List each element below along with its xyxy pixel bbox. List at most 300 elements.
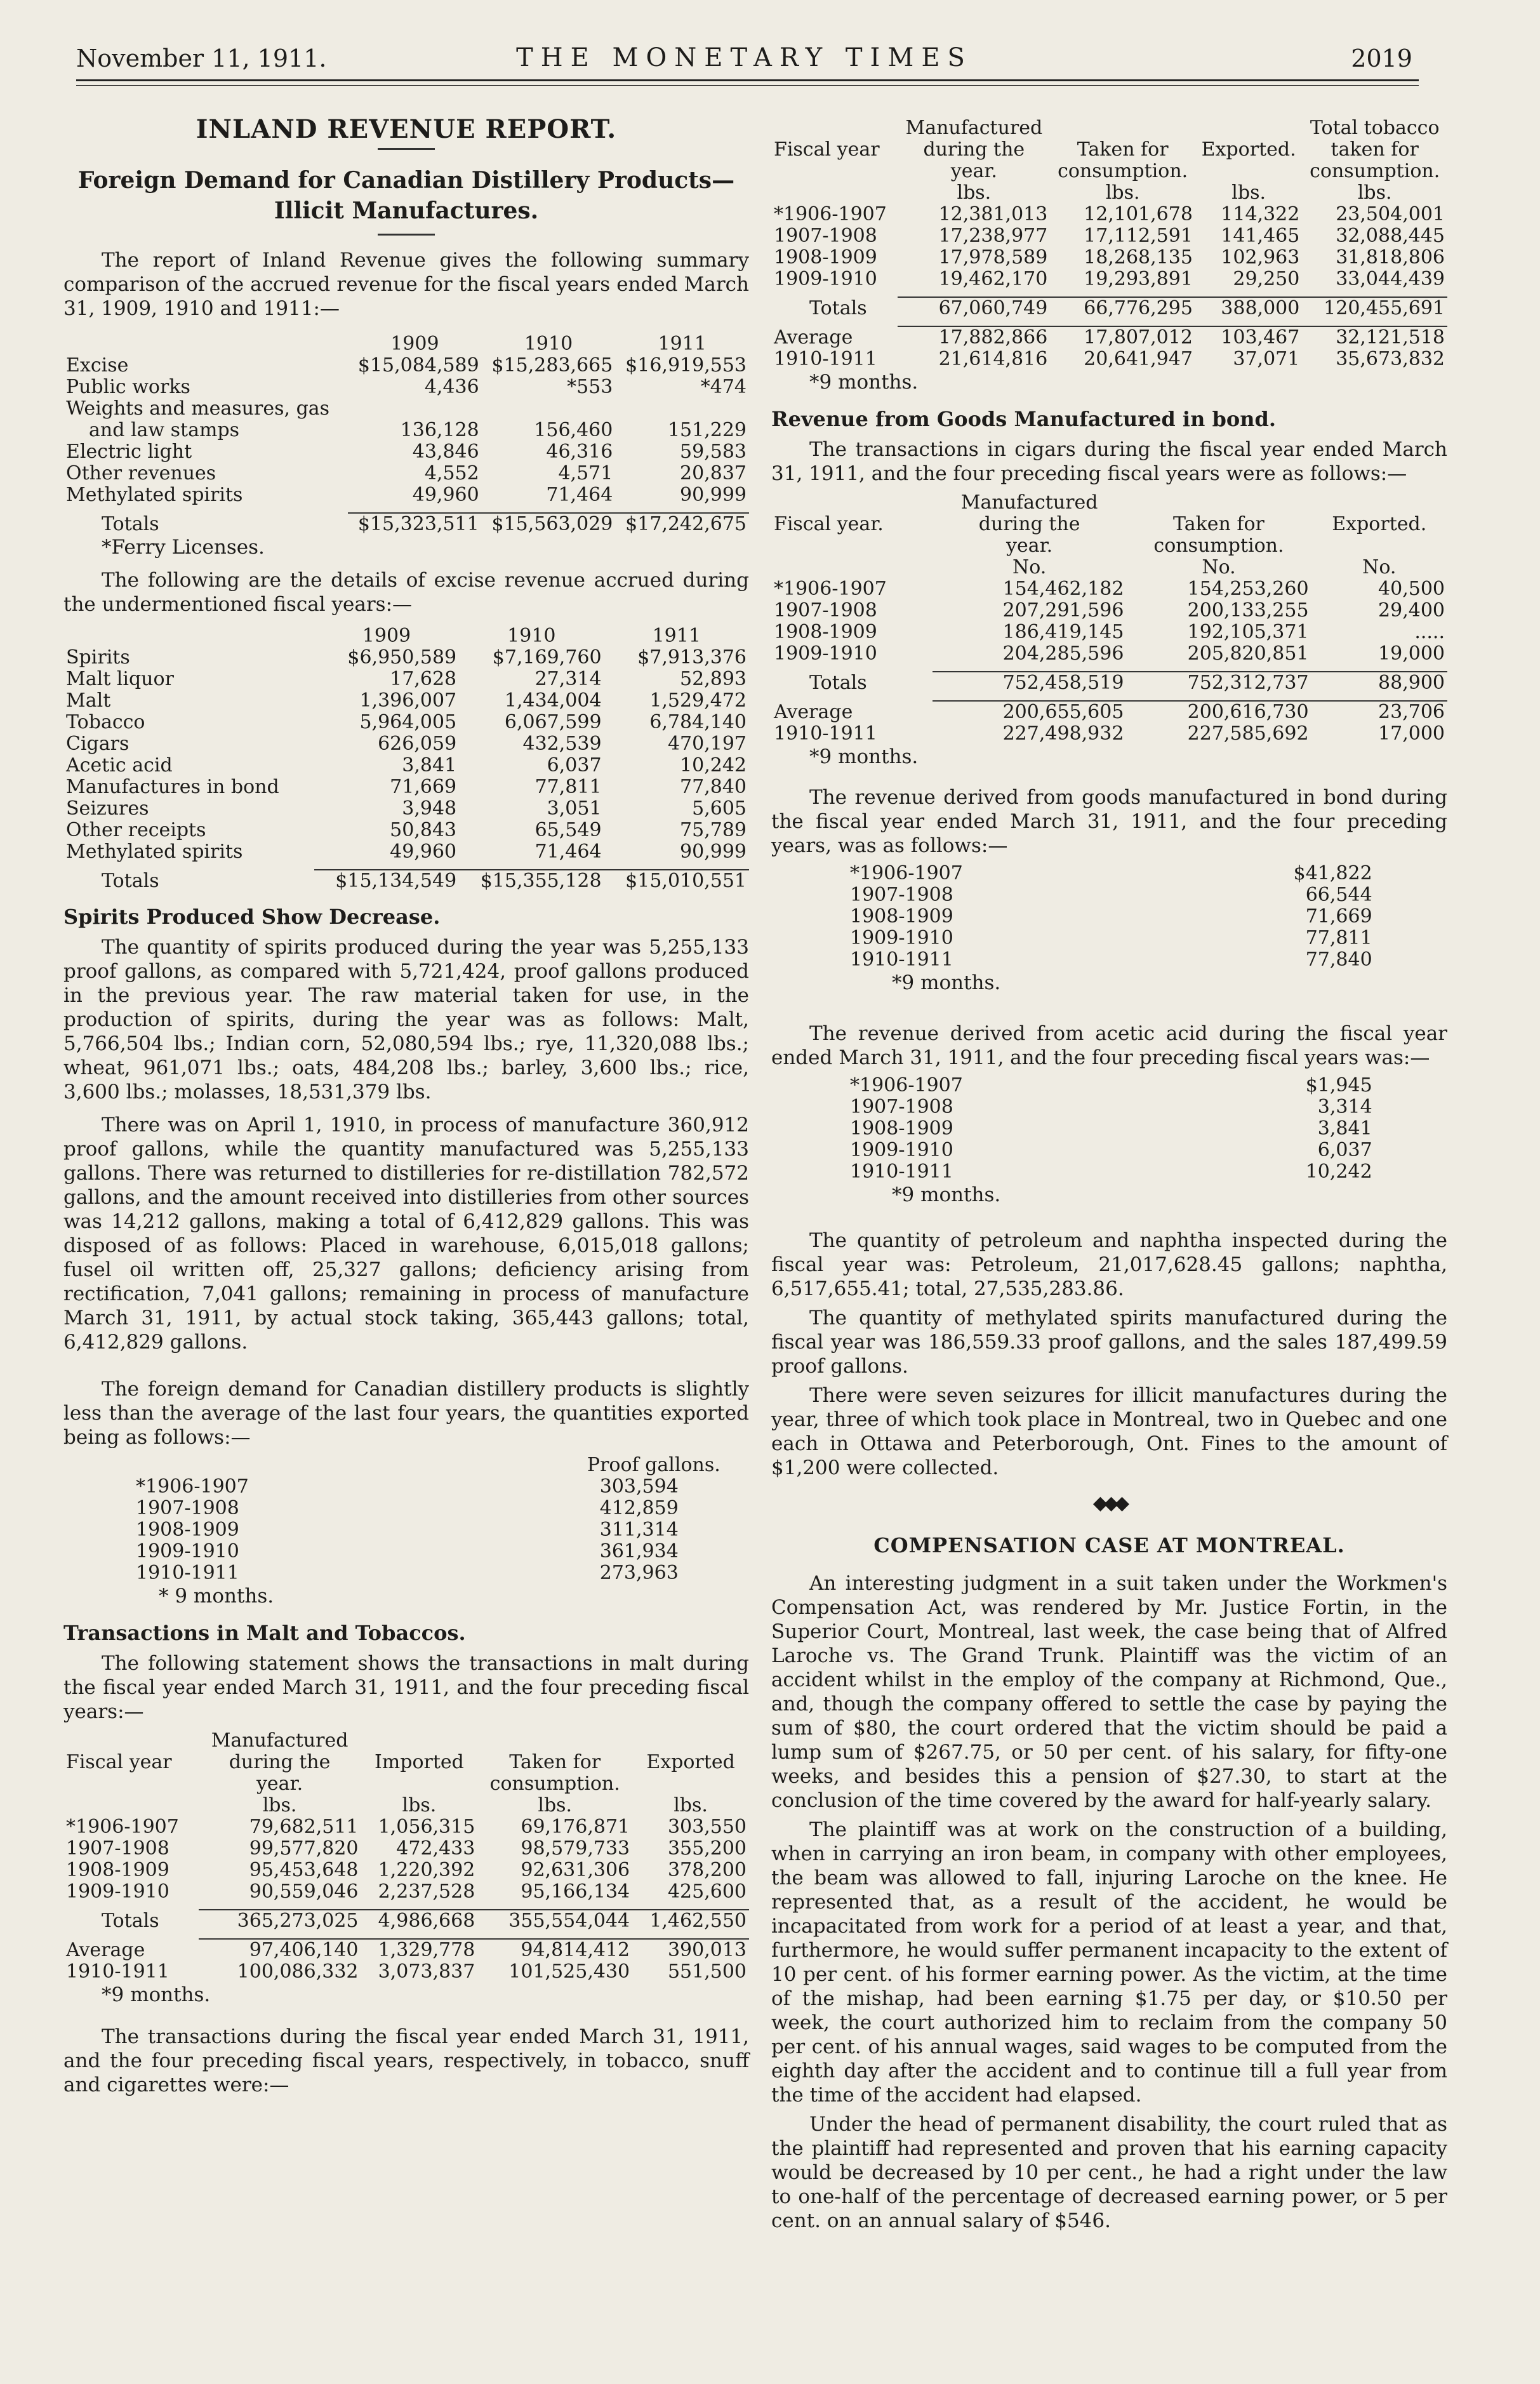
- unit-label: lbs.: [538, 1794, 573, 1816]
- table-row: [771, 600, 1447, 622]
- section-heading: Transactions in Malt and Tobaccos.: [63, 1621, 466, 1645]
- cell: 10,242: [1305, 1161, 1372, 1183]
- cell: 136,128: [400, 419, 479, 441]
- cell: 186,419,145: [1002, 621, 1124, 643]
- journal-title: THE MONETARY TIMES: [516, 43, 972, 72]
- table-row: [63, 1838, 749, 1860]
- table-row: [847, 1140, 1375, 1161]
- row-label: 1908-1909: [850, 905, 953, 928]
- right-column: [771, 117, 1447, 2238]
- table-row: [63, 820, 749, 841]
- cell: 472,433: [396, 1837, 475, 1860]
- cell: 311,314: [599, 1519, 679, 1541]
- row-label: *1906-1907: [850, 862, 963, 884]
- cell: 355,200: [667, 1837, 747, 1860]
- row-label: 1910-1911: [850, 949, 953, 971]
- table-row: [771, 349, 1447, 370]
- row-label: 1907-1908: [66, 1837, 169, 1860]
- column-header: Manufactured: [960, 491, 1098, 514]
- row-label: 1907-1908: [136, 1497, 239, 1519]
- cell: $15,010,551: [604, 870, 749, 892]
- revenue-summary-table: [63, 333, 749, 535]
- average-row: [771, 326, 1447, 349]
- cell: 23,504,001: [1336, 203, 1445, 225]
- paragraph: Under the head of permanent disability, the court ruled that as the plaintiff had represented and proven that his earning capacity would be decreased by 10 per cent., he had a right under the law to one-half of the percentage of decreased earning power, or 5 per cent. on an annual salary of $546.: [771, 2113, 1447, 2232]
- header-date: November 11, 1911.: [76, 44, 327, 72]
- cell: 31,818,806: [1336, 246, 1445, 269]
- cell: 19,462,170: [938, 268, 1048, 290]
- row-label: 1910-1911: [66, 1961, 169, 1983]
- row-label: Totals: [809, 297, 867, 319]
- row-label: Seizures: [66, 797, 149, 820]
- cell: 37,071: [1233, 348, 1300, 370]
- table-row: [847, 863, 1375, 884]
- totals-row: [771, 297, 1447, 319]
- cell: 1,462,550: [632, 1910, 749, 1932]
- excise-intro: The following are the details of excise revenue accrued during the undermentioned fiscal years:—: [63, 569, 749, 616]
- cell: 200,616,730: [1126, 701, 1311, 723]
- cell: 205,820,851: [1187, 643, 1309, 665]
- cell: 32,121,518: [1302, 326, 1447, 349]
- unit-label: No.: [1362, 556, 1397, 578]
- cell: 361,934: [599, 1540, 679, 1562]
- row-label: 1909-1910: [850, 927, 953, 949]
- column-header: year.: [256, 1773, 303, 1795]
- column-header: Manufactured: [211, 1729, 348, 1752]
- row-label: Methylated spirits: [66, 841, 243, 863]
- totals-row: [63, 513, 749, 535]
- page-number: 2019: [1351, 44, 1412, 72]
- footnote: *Ferry Licenses.: [102, 536, 265, 559]
- cell: 4,552: [424, 462, 479, 484]
- row-label: *1906-1907: [136, 1475, 249, 1498]
- cell: 33,044,439: [1336, 268, 1445, 290]
- average-row: [771, 701, 1447, 723]
- footnote: *9 months.: [892, 1183, 1001, 1206]
- table-row: [771, 225, 1447, 247]
- cell: 18,268,135: [1084, 246, 1193, 269]
- cell: 156,460: [534, 419, 613, 441]
- table-row: [63, 798, 749, 820]
- unit-label: No.: [1202, 556, 1236, 578]
- cell: 151,229: [667, 419, 747, 441]
- cell: 52,893: [680, 668, 747, 690]
- cell: 90,559,046: [249, 1881, 359, 1903]
- row-label: Totals: [102, 870, 159, 892]
- row-label: 1907-1908: [850, 1096, 953, 1118]
- cell: 5,964,005: [359, 711, 457, 733]
- cell: 3,841: [1317, 1117, 1372, 1140]
- year-header: 1910: [507, 625, 556, 647]
- cell: 425,600: [667, 1881, 747, 1903]
- cell: 378,200: [667, 1859, 747, 1881]
- cell: 67,060,749: [898, 297, 1050, 319]
- table-row: [63, 420, 749, 441]
- row-label: Electric light: [66, 441, 192, 463]
- cell: 77,811: [1305, 927, 1372, 949]
- divider: [378, 234, 435, 236]
- header-rule: [76, 79, 1419, 81]
- cell: 88,900: [1311, 672, 1447, 694]
- row-label: *1906-1907: [774, 203, 887, 225]
- paragraph: The transactions during the fiscal year ended March 31, 1911, and the four preceding fiscal years, respectively, in tobacco, snuff and cigarettes were:—: [63, 2025, 749, 2096]
- cell: 29,250: [1233, 268, 1300, 290]
- cell: 20,837: [680, 462, 747, 484]
- year-header: 1910: [524, 333, 573, 355]
- table-row: [771, 723, 1447, 745]
- column-header: Proof gallons.: [587, 1454, 720, 1476]
- article-subtitle: [63, 165, 749, 226]
- row-label: 1910-1911: [774, 348, 877, 370]
- cell: 46,316: [546, 441, 613, 463]
- cell: 200,133,255: [1187, 599, 1309, 622]
- cell: 17,628: [390, 668, 457, 690]
- row-label: Spirits: [66, 646, 130, 669]
- table-row: [63, 1860, 749, 1881]
- row-label: 1908-1909: [850, 1117, 953, 1140]
- cell: 90,999: [680, 841, 747, 863]
- column-header: Exported: [646, 1751, 735, 1773]
- paragraph: The transactions in cigars during the fiscal year ended March 31, 1911, and the four preceding fiscal years were as follows:—: [771, 438, 1447, 485]
- cell: 470,197: [667, 733, 747, 755]
- cell: 50,843: [390, 819, 457, 841]
- table-row: [133, 1476, 723, 1498]
- cell: 154,253,260: [1187, 578, 1309, 600]
- paragraph: The quantity of methylated spirits manufactured during the fiscal year was 186,559.33 proof gallons, and the sales 187,499.59 proof gallons.: [771, 1307, 1447, 1378]
- cell: 92,631,306: [521, 1859, 630, 1881]
- table-row: [63, 733, 749, 755]
- paragraph: The foreign demand for Canadian distillery products is slightly less than the average of the last four years, the quantities exported being as follows:—: [63, 1378, 749, 1449]
- table-row: [63, 441, 749, 463]
- cell: *553: [567, 376, 613, 398]
- row-label: Totals: [102, 513, 159, 535]
- year-header: 1911: [658, 333, 707, 355]
- subtitle-line-1: Foreign Demand for Canadian Distillery Products—: [77, 167, 735, 194]
- table-row: [847, 884, 1375, 906]
- row-label: 1907-1908: [774, 599, 877, 622]
- table-row: [133, 1519, 723, 1541]
- table-row: [847, 1075, 1375, 1096]
- cell: 120,455,691: [1302, 297, 1447, 319]
- row-label: and law stamps: [89, 419, 240, 441]
- table-row: [847, 928, 1375, 949]
- table-row: [133, 1562, 723, 1584]
- paragraph: The revenue derived from acetic acid during the fiscal year ended March 31, 1911, and the four preceding fiscal years was:—: [771, 1022, 1447, 1069]
- article-title: INLAND REVENUE REPORT.: [196, 114, 617, 144]
- unit-label: lbs.: [957, 182, 992, 204]
- row-label: Weights and measures, gas: [66, 397, 330, 420]
- column-header: Fiscal year: [66, 1751, 172, 1773]
- cell: 1,396,007: [359, 689, 457, 712]
- column-header: Manufactured: [905, 117, 1043, 139]
- paragraph: There were seven seizures for illicit manufactures during the year, three of which took place in Montreal, two in Quebec and one each in Ottawa and Peterborough, Ont. Fines to the amount of $1,200 were collected.: [771, 1384, 1447, 1479]
- cell: 626,059: [378, 733, 457, 755]
- cell: $41,822: [1293, 862, 1372, 884]
- row-label: 1910-1911: [850, 1161, 953, 1183]
- row-label: *1906-1907: [66, 1816, 179, 1838]
- row-label: Acetic acid: [66, 754, 173, 776]
- cell: 71,464: [546, 484, 613, 506]
- cell: $16,919,553: [625, 354, 747, 376]
- left-column: [63, 108, 749, 2102]
- cell: 19,000: [1378, 643, 1445, 665]
- column-header: Fiscal year.: [774, 513, 884, 535]
- year-header: 1909: [362, 625, 411, 647]
- year-header: 1909: [390, 333, 439, 355]
- cell: 752,458,519: [933, 672, 1127, 694]
- cell: 59,583: [680, 441, 747, 463]
- cell: .....: [1414, 621, 1445, 643]
- paragraph: There was on April 1, 1910, in process of manufacture 360,912 proof gallons, while the quantity manufactured was 5,255,133 gallons. There was returned to distilleries for re-distillation 782,572 gallons, and the amount received into distilleries from other sources was 14,212 gallons, making a total of 6,412,829 gallons. This was disposed of as follows: Placed in warehouse, 6,015,018 gallons; fusel oil written off, 25,327 gallons; deficiency arising from rectification, 7,041 gallons; remaining in process of manufacture March 31, 1911, by actual stock taking, 365,443 gallons; total, 6,412,829 gallons.: [63, 1114, 749, 1354]
- cell: $6,950,589: [347, 646, 457, 669]
- row-label: 1910-1911: [774, 723, 877, 745]
- paragraph: An interesting judgment in a suit taken under the Workmen's Compensation Act, was rendered by Mr. Justice Fortin, in the Superior Court, Montreal, last week, the case being that of Alfred Laroche vs. The Grand Trunk. Plaintiff was the victim of an accident whilst in the employ of the company at Richmond, Que., and, though the company offered to settle the case by paying the sum of $80, the court ordered that the victim should be paid a lump sum of $267.75, or 50 per cent. of his salary, for fifty-one weeks, and besides this a pension of $27.30, to start at the conclusion of the time covered by the award for half-yearly salary.: [771, 1572, 1447, 1812]
- table-row: [63, 398, 749, 420]
- section-heading: Spirits Produced Show Decrease.: [63, 905, 441, 929]
- row-label: Average: [66, 1939, 145, 1961]
- cell: 99,577,820: [249, 1837, 359, 1860]
- column-header: consumption.: [1310, 160, 1440, 182]
- cell: 49,960: [412, 484, 479, 506]
- table-row: [771, 622, 1447, 643]
- cell: *474: [700, 376, 747, 398]
- table-row: [63, 463, 749, 484]
- column-header: Exported.: [1201, 138, 1296, 161]
- cell: 4,986,668: [361, 1910, 478, 1932]
- cell: 40,500: [1378, 578, 1445, 600]
- cell: 95,166,134: [521, 1881, 630, 1903]
- average-row: [63, 1939, 749, 1961]
- paragraph: The following statement shows the transactions in malt during the fiscal year ended March 31, 1911, and the four preceding fiscal years:—: [63, 1652, 749, 1723]
- cell: 390,013: [632, 1939, 749, 1961]
- cell: $15,355,128: [459, 870, 604, 892]
- cell: 3,314: [1317, 1096, 1372, 1118]
- row-label: 1910-1911: [136, 1562, 239, 1584]
- ornament-divider: ◆◆◆: [1092, 1492, 1126, 1514]
- table-row: [63, 484, 749, 506]
- table-row: [771, 578, 1447, 600]
- row-label: 1908-1909: [774, 621, 877, 643]
- cell: 77,811: [534, 776, 602, 798]
- row-label: Public works: [66, 376, 190, 398]
- row-label: 1909-1910: [66, 1881, 169, 1903]
- cell: 21,614,816: [938, 348, 1048, 370]
- table-row: [133, 1498, 723, 1519]
- cell: 3,051: [547, 797, 602, 820]
- row-label: 1909-1910: [850, 1139, 953, 1161]
- cell: 227,498,932: [1002, 723, 1124, 745]
- cell: 432,539: [522, 733, 602, 755]
- row-label: 1909-1910: [774, 643, 877, 665]
- foreign-exports-table: [133, 1455, 723, 1584]
- cell: 1,529,472: [649, 689, 747, 712]
- cell: 227,585,692: [1187, 723, 1309, 745]
- column-header: Taken for: [509, 1751, 601, 1773]
- row-label: Other receipts: [66, 819, 206, 841]
- table-row: [63, 1816, 749, 1838]
- column-header: Imported: [374, 1751, 464, 1773]
- unit-label: lbs.: [262, 1794, 297, 1816]
- cell: 1,056,315: [378, 1816, 475, 1838]
- table-row: [133, 1541, 723, 1562]
- cell: 27,314: [534, 668, 602, 690]
- cell: 71,464: [534, 841, 602, 863]
- cell: $17,242,675: [615, 513, 749, 535]
- cell: 103,467: [1195, 326, 1302, 349]
- cell: 1,329,778: [361, 1939, 478, 1961]
- cell: 65,549: [534, 819, 602, 841]
- cell: 355,554,044: [477, 1910, 632, 1932]
- bond-revenue-table: [847, 863, 1375, 971]
- cell: $15,563,029: [482, 513, 616, 535]
- cell: 1,220,392: [378, 1859, 475, 1881]
- cell: 71,669: [1305, 905, 1372, 928]
- paragraph: The revenue derived from goods manufactured in bond during the fiscal year ended March 31, 1911, and the four preceding years, was as follows:—: [771, 786, 1447, 857]
- cell: 3,841: [402, 754, 457, 776]
- cell: 6,067,599: [504, 711, 602, 733]
- cell: 20,641,947: [1084, 348, 1193, 370]
- row-label: Average: [774, 326, 853, 349]
- cell: 200,655,605: [933, 701, 1127, 723]
- column-header: consumption.: [1153, 535, 1284, 557]
- totals-row: [771, 672, 1447, 694]
- table-row: [771, 269, 1447, 290]
- paragraph: The plaintiff was at work on the construction of a building, when in carrying an iron beam, in company with other employees, the beam was allowed to fall, injuring Laroche on the knee. He represented that, as a result of the accident, he would be incapacitated from work for a period of at least a year, and that, furthermore, he would suffer permanent incapacity to the extent of 10 per cent. of his former earning power. As the victim, at the time of the mishap, had been earning $1.75 per day, or $10.50 per week, the court authorized him to reclaim from the company 50 per cent. of his annual wages, said wages to be computed from the eighth day after the accident and to continue till a full year from the time of the accident had elapsed.: [771, 1818, 1447, 2107]
- cell: 6,037: [1317, 1139, 1372, 1161]
- row-label: 1908-1909: [774, 246, 877, 269]
- column-header: consumption.: [1058, 160, 1188, 182]
- malt-table: [63, 1730, 749, 1983]
- row-label: *1906-1907: [850, 1074, 963, 1096]
- table-row: [63, 1961, 749, 1983]
- unit-label: lbs.: [1231, 182, 1266, 204]
- paragraph: The quantity of petroleum and naphtha inspected during the fiscal year was: Petroleum, 21,017,628.45 gallons; naphtha, 6,517,655.41; total, 27,535,283.86.: [771, 1229, 1447, 1300]
- row-label: Other revenues: [66, 462, 216, 484]
- table-row: [63, 755, 749, 776]
- cell: 5,605: [692, 797, 747, 820]
- column-header: during the: [978, 513, 1080, 535]
- row-label: Tobacco: [66, 711, 145, 733]
- totals-row: [63, 1910, 749, 1932]
- column-header: Exported.: [1332, 513, 1427, 535]
- footnote: *9 months.: [102, 1983, 211, 2006]
- cell: 75,789: [680, 819, 747, 841]
- column-header: during the: [229, 1751, 331, 1773]
- cell: 79,682,511: [249, 1816, 359, 1838]
- row-label: 1908-1909: [136, 1519, 239, 1541]
- cell: 114,322: [1221, 203, 1300, 225]
- table-row: [63, 647, 749, 669]
- cell: 102,963: [1221, 246, 1300, 269]
- column-header: Taken for: [1077, 138, 1169, 161]
- table-row: [63, 1881, 749, 1903]
- row-label: Cigars: [66, 733, 129, 755]
- row-label: Methylated spirits: [66, 484, 243, 506]
- cell: 69,176,871: [521, 1816, 630, 1838]
- table-row: [847, 1096, 1375, 1118]
- cell: 4,571: [558, 462, 613, 484]
- cell: 17,238,977: [938, 225, 1048, 247]
- cell: 32,088,445: [1336, 225, 1445, 247]
- cell: 2,237,528: [378, 1881, 475, 1903]
- cell: 94,814,412: [477, 1939, 632, 1961]
- cell: $1,945: [1305, 1074, 1372, 1096]
- cell: 17,000: [1378, 723, 1445, 745]
- table-row: [771, 247, 1447, 269]
- cell: 204,285,596: [1002, 643, 1124, 665]
- paragraph: The quantity of spirits produced during the year was 5,255,133 proof gallons, as compared with 5,721,424, proof gallons produced in the previous year. The raw material taken for use, in the production of spirits, during the year was as follows: Malt, 5,766,504 lbs.; Indian corn, 52,080,594 lbs.; rye, 11,320,088 lbs.; wheat, 961,071 lbs.; oats, 484,208 lbs.; barley, 3,600 lbs.; rice, 3,600 lbs.; molasses, 18,531,379 lbs.: [63, 936, 749, 1103]
- cell: 90,999: [680, 484, 747, 506]
- cell: 3,948: [402, 797, 457, 820]
- table-row: [63, 712, 749, 733]
- column-header: year.: [1006, 535, 1053, 557]
- column-header: during the: [923, 138, 1025, 161]
- cell: $7,169,760: [492, 646, 602, 669]
- footnote: *9 months.: [809, 371, 919, 394]
- cell: 17,807,012: [1050, 326, 1195, 349]
- unit-label: lbs.: [674, 1794, 708, 1816]
- cigars-table: [771, 492, 1447, 745]
- cell: 141,465: [1221, 225, 1300, 247]
- excise-table: [63, 625, 749, 892]
- row-label: Average: [774, 701, 853, 723]
- section-heading: Revenue from Goods Manufactured in bond.: [771, 407, 1276, 431]
- column-header: Fiscal year: [774, 138, 880, 161]
- column-header: year.: [950, 160, 997, 182]
- cell: 66,776,295: [1050, 297, 1195, 319]
- cell: 100,086,332: [237, 1961, 359, 1983]
- table-row: [63, 841, 749, 863]
- row-label: Totals: [102, 1910, 159, 1932]
- row-label: Totals: [809, 672, 867, 694]
- column-header: Total tobacco: [1310, 117, 1440, 139]
- cell: 273,963: [599, 1562, 679, 1584]
- cell: 43,846: [412, 441, 479, 463]
- cell: 17,978,589: [938, 246, 1048, 269]
- cell: $15,323,511: [348, 513, 482, 535]
- table-row: [771, 204, 1447, 225]
- cell: 23,706: [1311, 701, 1447, 723]
- cell: 97,406,140: [199, 1939, 361, 1961]
- row-label: 1907-1908: [850, 884, 953, 906]
- divider: [378, 148, 435, 150]
- cell: 66,544: [1305, 884, 1372, 906]
- cell: 95,453,648: [249, 1859, 359, 1881]
- table-row: [847, 906, 1375, 928]
- column-header: consumption.: [489, 1773, 620, 1795]
- row-label: Excise: [66, 354, 129, 376]
- row-label: *1906-1907: [774, 578, 887, 600]
- totals-row: [63, 870, 749, 892]
- table-row: [63, 669, 749, 690]
- cell: 4,436: [424, 376, 479, 398]
- row-label: Malt liquor: [66, 668, 174, 690]
- header-rule-thin: [76, 85, 1419, 86]
- table-row: [847, 949, 1375, 971]
- cell: 49,960: [390, 841, 457, 863]
- row-label: 1909-1910: [136, 1540, 239, 1562]
- cell: 388,000: [1195, 297, 1302, 319]
- cell: 12,101,678: [1084, 203, 1193, 225]
- row-label: 1908-1909: [66, 1859, 169, 1881]
- section-title: COMPENSATION CASE AT MONTREAL.: [873, 1533, 1345, 1557]
- unit-label: lbs.: [402, 1794, 437, 1816]
- table-row: [771, 643, 1447, 665]
- column-header: taken for: [1331, 138, 1419, 161]
- acetic-revenue-table: [847, 1075, 1375, 1183]
- cell: 154,462,182: [1002, 578, 1124, 600]
- cell: 12,381,013: [938, 203, 1048, 225]
